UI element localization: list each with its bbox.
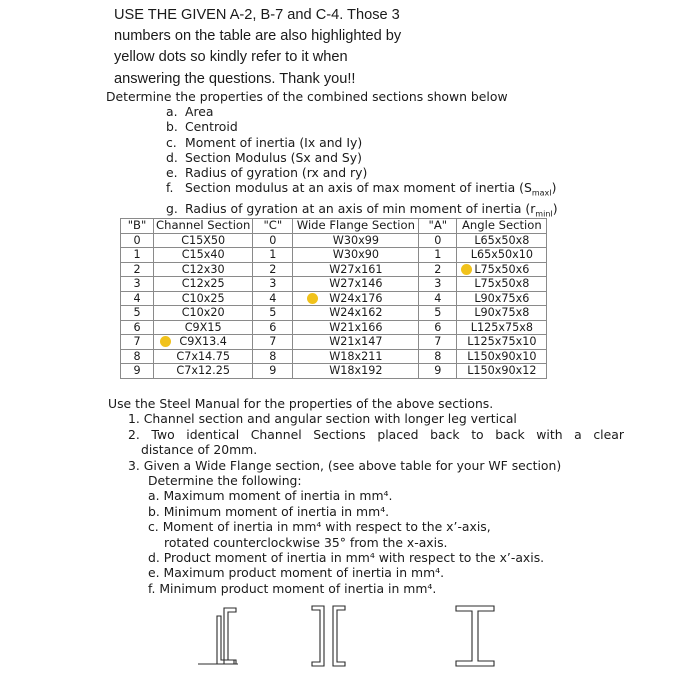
instructions-intro: Use the Steel Manual for the properties of the above sections. xyxy=(108,396,494,411)
header-channel: Channel Section xyxy=(154,219,253,234)
channel-angle-sketch xyxy=(198,608,238,664)
property-item: e. Radius of gyration (rx and ry) xyxy=(166,165,368,181)
table-row: 3 C12x25 3 W27x146 3 L75x50x8 xyxy=(121,277,547,292)
table-row: 1 C15x40 1 W30x90 1 L65x50x10 xyxy=(121,248,547,263)
table-row: 9 C7x12.25 9 W18x192 9 L150x90x12 xyxy=(121,364,547,379)
section-table xyxy=(120,218,547,379)
subitem-e: e. Maximum product moment of inertia in mm⁴. xyxy=(148,565,445,581)
highlighted-angle: L75x50x6 xyxy=(474,263,529,276)
instructions xyxy=(108,396,624,596)
header-b: "B" xyxy=(121,219,154,234)
header-angle: Angle Section xyxy=(457,219,547,234)
instruction-item-3: 3. Given a Wide Flange section, (see above table for your WF section) xyxy=(128,457,562,473)
property-item: d. Section Modulus (Sx and Sy) xyxy=(166,149,362,165)
intro-line: answering the questions. Thank you!! xyxy=(114,70,356,87)
intro-line: yellow dots so kindly refer to it when xyxy=(114,49,348,66)
table-row: 5 C10x20 5 W24x162 5 L90x75x8 xyxy=(121,306,547,321)
property-item: c. Moment of inertia (Ix and Iy) xyxy=(166,134,363,150)
problem-heading: Determine the properties of the combined sections shown below xyxy=(106,89,508,104)
header-wide-flange: Wide Flange Section xyxy=(293,219,419,234)
subitem-c: c. Moment of inertia in mm⁴ with respect to the x’-axis, xyxy=(148,519,491,535)
intro-line: numbers on the table are also highlighted by xyxy=(114,28,402,45)
highlight-dot xyxy=(461,264,472,275)
property-item: b. Centroid xyxy=(166,119,238,135)
header-a: "A" xyxy=(419,219,457,234)
instruction-item-2-cont: distance of 20mm. xyxy=(141,442,258,458)
table-row: 4 C10x25 4 W24x176 4 L90x75x6 xyxy=(121,291,547,306)
property-list xyxy=(166,104,558,222)
highlighted-channel: C9X13.4 xyxy=(179,335,227,348)
instruction-item-1: 1. Channel section and angular section with longer leg vertical xyxy=(128,411,517,427)
table-row: 7 C9X13.4 7 W21x147 7 L125x75x10 xyxy=(121,335,547,350)
instruction-item-3-sub: Determine the following: xyxy=(148,473,302,489)
intro-note xyxy=(114,5,444,90)
subitem-b: b. Minimum moment of inertia in mm⁴. xyxy=(148,503,390,519)
subitem-a: a. Maximum moment of inertia in mm⁴. xyxy=(148,488,393,504)
highlight-dot xyxy=(307,293,318,304)
highlight-dot xyxy=(160,336,171,347)
highlighted-wide-flange: W24x176 xyxy=(329,292,382,305)
subitem-f: f. Minimum product moment of inertia in mm⁴. xyxy=(148,580,437,596)
property-item: g. Radius of gyration at an axis of min moment of inertia $(r_{minI})$ xyxy=(166,201,558,219)
subitem-d: d. Product moment of inertia in mm⁴ with respect to the x’-axis. xyxy=(148,550,545,566)
intro-line: USE THE GIVEN A-2, B-7 and C-4. Those 3 xyxy=(114,7,400,23)
section-sketches xyxy=(190,602,510,670)
wide-flange-sketch xyxy=(456,606,494,666)
subitem-c-cont: rotated counterclockwise 35° from the x-axis. xyxy=(164,534,448,550)
table-header-row xyxy=(121,219,547,234)
property-item: f. Section modulus at an axis of max moment of inertia $(S_{maxI})$ xyxy=(166,180,557,198)
property-item: a. Area xyxy=(166,104,214,119)
double-channel-sketch xyxy=(312,606,345,666)
instruction-item-2: 2. Two identical Channel Sections placed back to back with a clear xyxy=(128,426,624,442)
table-row: 2 C12x30 2 W27x161 2 L75x50x6 xyxy=(121,262,547,277)
header-c: "C" xyxy=(253,219,293,234)
table-row: 8 C7x14.75 8 W18x211 8 L150x90x10 xyxy=(121,349,547,364)
table-row: 0 C15X50 0 W30x99 0 L65x50x8 xyxy=(121,233,547,248)
table-row: 6 C9X15 6 W21x166 6 L125x75x8 xyxy=(121,320,547,335)
